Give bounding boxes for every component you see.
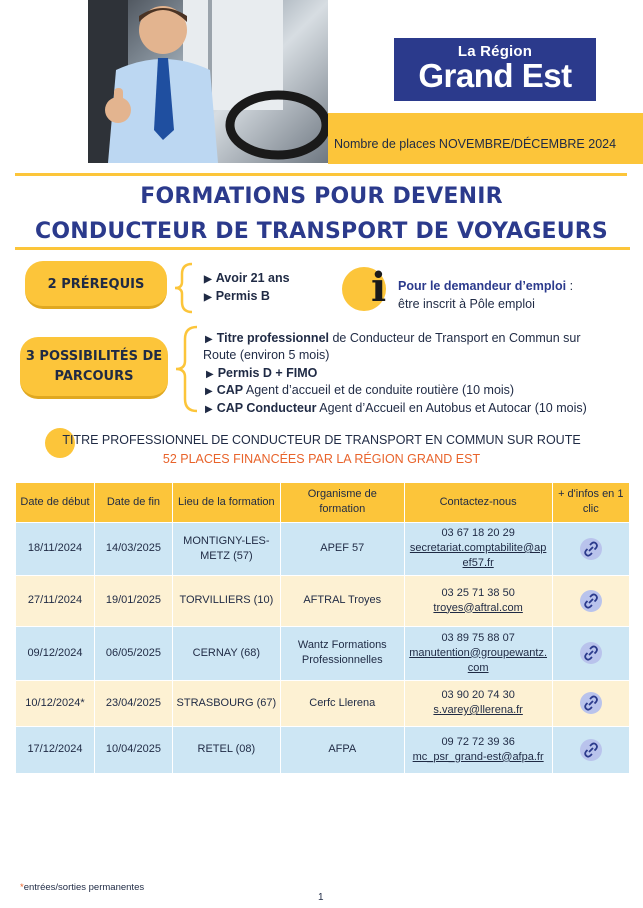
contact-phone: 03 25 71 38 50 [441,586,515,599]
paths-badge-line1: 3 POSSIBILITÉS DE [25,349,163,364]
link-icon[interactable] [580,739,602,761]
info-icon: i [371,264,387,311]
table-row [16,726,630,773]
col-header-place: Lieu de la formation [172,483,280,522]
cell-contact [404,575,552,626]
cell-contact [404,522,552,575]
contact-email-link[interactable]: secretariat.comptabilite@apef57.fr [409,542,547,569]
path-item-3 [205,383,514,397]
col-header-start: Date de début [16,483,95,522]
triangle-bullet-icon: ▶ [206,369,214,380]
page-number: 1 [318,892,324,903]
main-title-line2: CONDUCTEUR DE TRANSPORT DE VOYAGEURS [35,219,608,244]
cell-end: 19/01/2025 [94,575,172,626]
table-row [16,522,630,575]
link-icon[interactable] [580,642,602,664]
prereq-badge: 2 PRÉREQUIS [25,261,167,309]
cell-more-info [552,522,629,575]
cell-org: APEF 57 [280,522,404,575]
prereq-item-1-text: Avoir 21 ans [215,271,290,285]
link-icon[interactable] [580,538,602,560]
footnote-text: entrées/sorties permanentes [23,882,145,893]
path-item-4 [205,401,587,415]
triangle-bullet-icon: ▶ [204,274,212,285]
paths-brace [173,325,199,415]
path-item-4-rest: Agent d’Accueil en Autobus et Autocar (10 mois) [316,401,587,415]
places-period-text: Nombre de places NOVEMBRE/DÉCEMBRE 2024 [334,137,617,151]
prereq-brace [172,262,194,314]
contact-phone: 03 89 75 88 07 [441,631,515,644]
col-header-end: Date de fin [94,483,172,522]
cell-org: Cerfc Llerena [280,680,404,726]
cell-place: MONTIGNY-LES-METZ (57) [172,522,280,575]
cell-end: 23/04/2025 [94,680,172,726]
path-item-1-bold: Titre professionnel [216,331,329,345]
cell-end: 06/05/2025 [94,626,172,680]
table-row [16,626,630,680]
prereq-item-2-text: Permis B [215,289,270,303]
cell-org: AFPA [280,726,404,773]
cell-contact [404,626,552,680]
logo-line2: Grand Est [418,57,572,94]
main-title-line1: FORMATIONS POUR DEVENIR [140,184,503,209]
info-subtitle: être inscrit à Pôle emploi [398,297,535,311]
cell-more-info [552,575,629,626]
cell-start: 18/11/2024 [16,522,95,575]
divider-top [15,173,627,176]
cell-contact [404,680,552,726]
contact-email-link[interactable]: manutention@groupewantz.com [409,646,548,674]
info-title-suffix: : [566,279,574,293]
table-row [16,680,630,726]
cell-end: 10/04/2025 [94,726,172,773]
cell-start: 10/12/2024* [16,680,95,726]
sessions-table [15,483,629,773]
path-item-4-bold: CAP Conducteur [216,401,317,415]
path-item-1-rest: de Conducteur de Transport en Commun sur [329,331,581,345]
path-item-3-rest: Agent d’accueil et de conduite routière (10 mois) [243,383,515,397]
section-subheading: 52 PLACES FINANCÉES PAR LA RÉGION GRAND EST [162,452,481,466]
cell-place: RETEL (08) [172,726,280,773]
cell-place: TORVILLIERS (10) [172,575,280,626]
triangle-bullet-icon: ▶ [204,292,212,303]
contact-email-link[interactable]: s.varey@llerena.fr [433,704,523,716]
prereq-item-1 [204,271,290,285]
cell-more-info [552,626,629,680]
cell-more-info [552,680,629,726]
footnote-star: * [20,882,24,893]
path-item-1 [205,331,581,345]
cell-contact [404,726,552,773]
header-photo-driver [88,0,328,163]
paths-badge-line2: PARCOURS [54,369,134,384]
contact-email-link[interactable]: troyes@aftral.com [433,601,523,614]
cell-end: 14/03/2025 [94,522,172,575]
path-item-3-bold: CAP [216,383,244,397]
divider-title [15,247,630,250]
contact-phone: 03 90 20 74 30 [441,689,515,701]
table-row [16,575,630,626]
cell-start: 27/11/2024 [16,575,95,626]
triangle-bullet-icon: ▶ [205,334,213,345]
cell-more-info [552,726,629,773]
cell-start: 09/12/2024 [16,626,95,680]
logo-line1: La Région [457,43,533,60]
col-header-info: + d'infos en 1 clic [552,483,629,522]
triangle-bullet-icon: ▶ [205,386,213,397]
paths-badge [20,337,168,399]
col-header-org: Organisme de formation [280,483,404,522]
link-icon[interactable] [580,692,602,714]
contact-phone: 09 72 72 39 36 [441,735,515,748]
contact-email-link[interactable]: mc_psr_grand-est@afpa.fr [412,750,544,763]
cell-place: STRASBOURG (67) [172,680,280,726]
cell-place: CERNAY (68) [172,626,280,680]
col-header-contact: Contactez-nous [404,483,552,522]
path-item-2 [206,366,317,380]
table-header-row [16,483,630,522]
info-title-bold: Pour le demandeur d’emploi [398,279,567,293]
cell-org: AFTRAL Troyes [280,575,404,626]
info-title [398,279,573,293]
prereq-item-2 [204,289,270,303]
section-heading: TITRE PROFESSIONNEL DE CONDUCTEUR DE TRANSPORT EN COMMUN SUR ROUTE [62,433,581,447]
cell-start: 17/12/2024 [16,726,95,773]
contact-phone: 03 67 18 20 29 [441,527,515,539]
path-item-1-line2: Route (environ 5 mois) [203,348,330,362]
region-grand-est-logo [394,38,596,101]
path-item-2-bold: Permis D + FIMO [217,366,318,380]
triangle-bullet-icon: ▶ [205,404,213,415]
cell-org: Wantz Formations Professionnelles [280,626,404,680]
link-icon[interactable] [580,590,602,612]
footnote [20,882,144,893]
